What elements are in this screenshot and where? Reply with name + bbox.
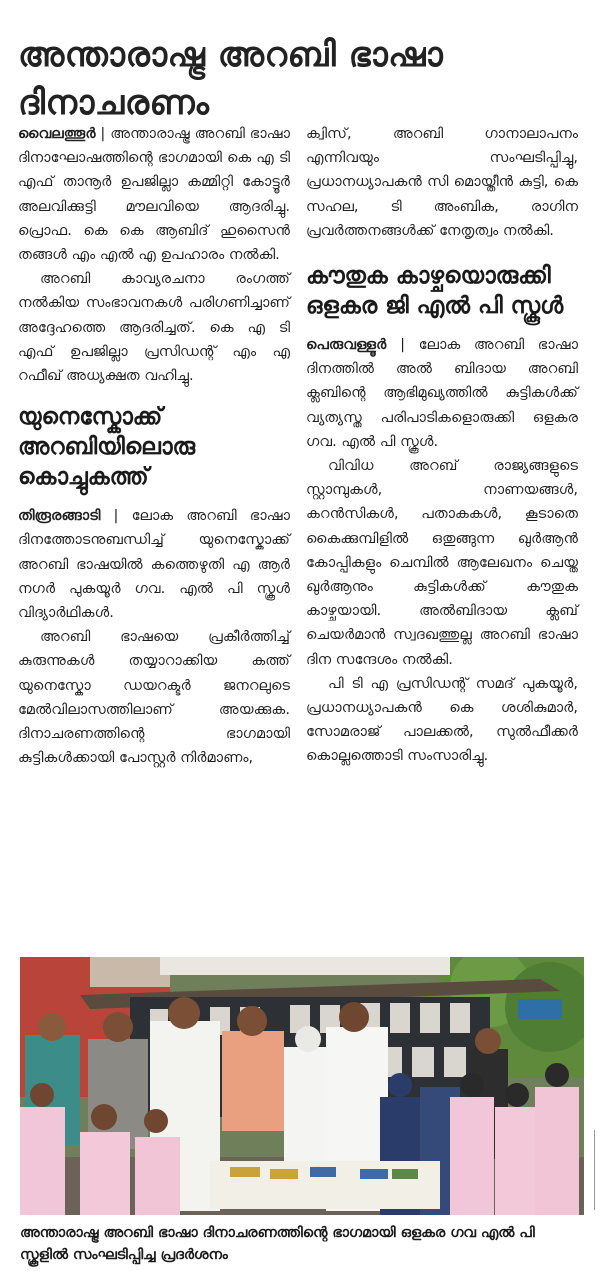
story2-paragraph-2: അറബി ഭാഷയെ പ്രകീർത്തിച്ച് കുരുന്നുകൾ തയ്യാറാക്കിയ കത്ത് യുനെസ്കോ ഡയറക്ടർ ജനറലുടെ മേൽവിലാസത്തിലാണ് അയക്കുക. ദിനാചരണത്തിന്റെ ഭാഗമായി കുട്ടികൾക്കായി പോസ്റ്റർ നിർമാണം, bbox=[18, 628, 290, 767]
story1-paragraph-1 bbox=[18, 122, 290, 267]
left-column bbox=[18, 122, 290, 770]
column-rule bbox=[594, 1130, 595, 1210]
story3-paragraph-2: വിവിധ അറബ് രാജ്യങ്ങളുടെ സ്റ്റാമ്പുകൾ, നാണയങ്ങൾ, കറൻസികൾ, പതാകകൾ, കൂടാതെ കൈക്കുമ്പിളിൽ ഒതുങ്ങുന്ന ഖുർആൻ കോപ്പികളും ചെമ്പിൽ ആലേഖനം ചെയ്ത ഖുർആനും കുട്ടികൾക്ക് കൗതുക കാഴ്ചയായി. അൽബിദായ ക്ലബ് ചെയർമാൻ സ്വദഖത്തുല്ല അറബി ഭാഷാ ദിന സന്ദേശം നൽകി. bbox=[306, 457, 578, 668]
story1-paragraph-2: അറബി കാവ്യരചനാ രംഗത്ത് നൽകിയ സംഭാവനകൾ പരിഗണിച്ചാണ് അദ്ദേഹത്തെ ആദരിച്ചത്. കെ എ ടി എഫ് ഉപജില്ലാ പ്രസിഡന്റ് എം എ റഫീഖ് അധ്യക്ഷത വഹിച്ചു. bbox=[18, 270, 290, 385]
story3-text-1: ലോക അറബി ഭാഷാ ദിനത്തിൽ അൽ ബിദായ അറബി ക്ലബിന്റെ ആഭിമുഖ്യത്തിൽ കുട്ടികൾക്ക് വ്യത്യസ്ത പരിപാടികളൊരുക്കി ഒളകര ഗവ. എൽ പി സ്കൂൾ. bbox=[306, 336, 578, 450]
photo-caption: അന്താരാഷ്ട്ര അറബി ഭാഷാ ദിനാചരണത്തിന്റെ ഭാഗമായി ഒളകര ഗവ എൽ പി സ്കൂളിൽ സംഘടിപ്പിച്ച പ്രദർശനം bbox=[20, 1225, 535, 1263]
story2-paragraph-3: ക്വിസ്, അറബി ഗാനാലാപനം എന്നിവയും സംഘടിപ്പിച്ചു, പ്രധാനധ്യാപകൻ സി മൊയ്തീൻ കുട്ടി, കെ സഹല, ടി അംബിക, രാഗിന പ്രവർത്തനങ്ങൾക്ക് നേതൃത്വം നൽകി. bbox=[306, 125, 578, 239]
exhibition-photo-illustration bbox=[20, 957, 584, 1215]
story2-paragraph-1 bbox=[18, 504, 290, 625]
exhibition-photo bbox=[20, 957, 584, 1215]
story1-text-1: അന്താരാഷ്ട്ര അറബി ഭാഷാ ദിനാഘോഷത്തിന്റെ ഭാഗമായി കെ എ ടി എഫ് താനൂർ ഉപജില്ലാ കമ്മിറ്റി കോട്ടൂർ അലവിക്കുട്ടി മൗലവിയെ ആദരിച്ചു. പ്രൊഫ. കെ കെ ആബിദ് ഹുസൈൻ തങ്ങൾ എം എൽ എ ഉപഹാരം നൽകി. bbox=[18, 125, 290, 264]
story2-title: യുനെസ്കോക്ക് അറബിയിലൊരു കൊച്ചുകത്ത് bbox=[18, 404, 196, 491]
story2-text-1: ലോക അറബി ഭാഷാ ദിനത്തോടനുബന്ധിച്ച് യുനെസ്കോക്ക് അറബി ഭാഷയിൽ കത്തെഴുതി എ ആർ നഗർ പുകയൂർ ഗവ. എൽ പി സ്കൂൾ വിദ്യാർഥികൾ. bbox=[18, 507, 290, 622]
story1-dateline: വൈലത്തൂർ | bbox=[18, 125, 110, 142]
story3-paragraph-1 bbox=[306, 333, 578, 454]
story2-dateline: തിരൂരങ്ങാടി | bbox=[18, 507, 132, 524]
story3-dateline: പെരുവള്ളൂർ | bbox=[306, 336, 419, 353]
page-headline: അന്താരാഷ്ട്ര അറബി ഭാഷാ ദിനാചരണം bbox=[18, 34, 444, 123]
right-column bbox=[306, 122, 578, 769]
story3-title: കൗതുക കാഴ്ചയൊരുക്കി ഒളകര ജി എൽ പി സ്കൂൾ bbox=[306, 263, 564, 320]
story3-paragraph-3: പി ടി എ പ്രസിഡന്റ് സമദ് പുകയൂർ, പ്രധാനധ്യാപകൻ കെ ശശികുമാർ, സോമരാജ് പാലക്കൽ, സുൽഫീക്കർ കൊല്ലത്തൊടി സംസാരിച്ചു. bbox=[306, 674, 578, 765]
